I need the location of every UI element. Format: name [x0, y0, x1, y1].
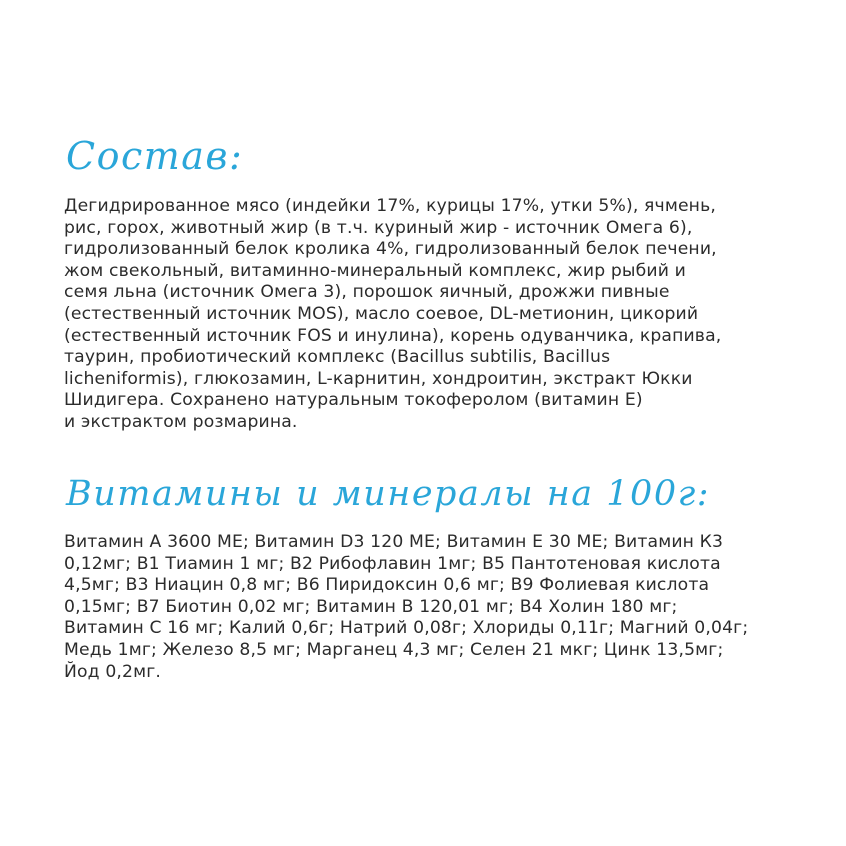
composition-text: [64, 196, 721, 434]
composition-line: и экстрактом розмарина.: [64, 411, 298, 432]
composition-line: Шидигера. Сохранено натуральным токоферолом (витамин Е): [64, 390, 643, 411]
vitamins-line: 0,15мг; В7 Биотин 0,02 мг; Витамин В 120,01 мг; В4 Холин 180 мг;: [64, 596, 678, 617]
composition-line: таурин, пробиотический комплекс (Bacillus subtilis, Bacillus: [64, 347, 611, 368]
vitamins-heading: Витамины и минералы на 100г:: [66, 474, 711, 514]
vitamins-line: Йод 0,2мг.: [64, 661, 162, 682]
composition-line: licheniformis), глюкозамин, L-карнитин, хондроитин, экстракт Юкки: [64, 368, 693, 389]
composition-line: рис, горох, животный жир (в т.ч. куриный жир - источник Омега 6),: [64, 217, 693, 238]
composition-line: гидролизованный белок кролика 4%, гидролизованный белок печени,: [64, 239, 717, 260]
composition-heading: Состав:: [66, 134, 244, 178]
composition-line: (естественный источник FOS и инулина), корень одуванчика, крапива,: [64, 325, 722, 346]
vitamins-line: Медь 1мг; Железо 8,5 мг; Марганец 4,3 мг; Селен 21 мкг; Цинк 13,5мг;: [64, 639, 724, 660]
vitamins-line: 0,12мг; В1 Тиамин 1 мг; В2 Рибофлавин 1мг; В5 Пантотеновая кислота: [64, 553, 721, 574]
composition-line: семя льна (источник Омега 3), порошок яичный, дрожжи пивные: [64, 282, 670, 303]
composition-line: Дегидрированное мясо (индейки 17%, курицы 17%, утки 5%), ячмень,: [64, 196, 716, 216]
vitamins-line: Витамин А 3600 МЕ; Витамин D3 120 МЕ; Витамин Е 30 МЕ; Витамин К3: [64, 532, 724, 552]
vitamins-text: [64, 532, 748, 683]
vitamins-line: Витамин С 16 мг; Калий 0,6г; Натрий 0,08г; Хлориды 0,11г; Магний 0,04г;: [64, 618, 749, 639]
composition-line: (естественный источник MOS), масло соевое, DL-метионин, цикорий: [64, 303, 699, 324]
composition-line: жом свекольный, витаминно-минеральный комплекс, жир рыбий и: [64, 260, 686, 281]
vitamins-line: 4,5мг; В3 Ниацин 0,8 мг; В6 Пиридоксин 0,6 мг; В9 Фолиевая кислота: [64, 575, 710, 596]
